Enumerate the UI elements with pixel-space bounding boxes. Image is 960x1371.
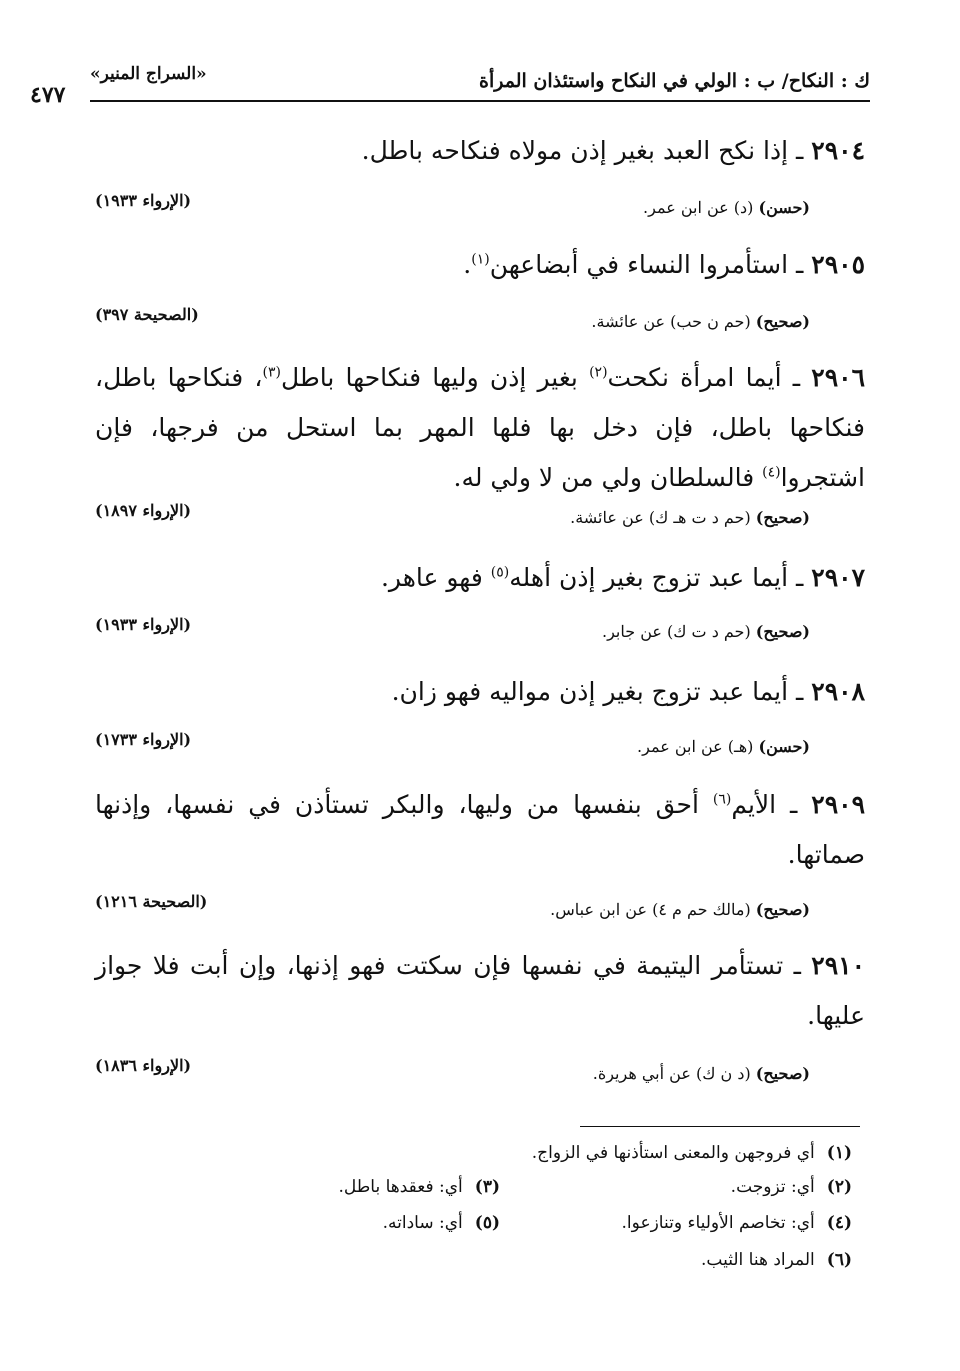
hadith-reference: (الإرواء ١٨٩٧) — [95, 501, 192, 520]
hadith-number: ٢٩٠٤ — [811, 136, 865, 165]
hadith-text: استأمروا النساء في أبضاعهن — [489, 250, 789, 279]
footnote-mark: (٥) — [474, 1213, 500, 1233]
hadith-entry: ٢٩٠٩ ـ الأيم$^{(٦)}$ أحق بنفسها من وليها، والبكر تستأذن في نفسها، وإذنها صماتها. — [95, 790, 866, 869]
footnote-marker: (٥) — [490, 564, 510, 581]
hadith-text: أيما امرأة نكحت — [607, 363, 782, 392]
hadith-entry: ٢٩١٠ ـ تستأمر اليتيمة في نفسها فإن سكتت فهو إذنها، وإن أبت فلا جواز عليها. — [95, 951, 865, 1030]
hadith-source — [602, 622, 810, 641]
hadith-reference: (الإرواء ١٧٣٣) — [95, 730, 192, 749]
page-header — [30, 62, 870, 107]
hadith-text: ، فنكاحها باطل، فنكاحها باطل، فإن دخل بها فلها المهر بما استحل من فرجها، فإن اشتجروا — [95, 363, 865, 492]
hadith-grade: (صحيح) — [755, 508, 810, 527]
hadith-entry: ٢٩٠٨ ـ أيما عبد تزوج بغير إذن مواليه فهو زان. — [391, 677, 865, 706]
hadith-text: فالسلطان ولي من لا ولي له. — [453, 463, 763, 492]
hadith-narrators: (حم د ت ك) عن جابر. — [602, 622, 751, 641]
hadith-entry: ٢٩٠٤ ـ إذا نكح العبد بغير إذن مولاه فنكاحه باطل. — [361, 136, 865, 165]
hadith-number: ٢٩٠٨ — [811, 677, 865, 706]
footnote-marker: (٦) — [712, 791, 732, 808]
hadith-entry: ٢٩٠٧ ـ أيما عبد تزوج بغير إذن أهله$^{(٥)}$ فهو عاهر. — [380, 563, 865, 592]
footnote-text: أي: ساداته. — [382, 1213, 463, 1233]
hadith-narrators: (حم د ت هـ ك) عن عائشة. — [570, 508, 751, 527]
hadith-grade: (صحيح) — [755, 1064, 810, 1083]
page-number: ٤٧٧ — [30, 82, 66, 108]
footnote-6 — [701, 1250, 852, 1270]
hadith-text: أيما عبد تزوج بغير إذن أهله — [509, 563, 789, 592]
footnote-text: أي: فعقدها باطل. — [338, 1177, 463, 1197]
footnote-marker: (٣) — [262, 364, 281, 381]
footnote-mark: (٤) — [826, 1213, 852, 1233]
hadith-number: ٢٩٠٧ — [811, 563, 865, 592]
hadith-grade: (صحيح) — [755, 900, 810, 919]
hadith-entry: ٢٩٠٥ ـ استأمروا النساء في أبضاعهن$^{(١)}$. — [463, 250, 865, 279]
footnote-mark: (٣) — [474, 1177, 500, 1197]
hadith-grade: (حسن) — [758, 198, 810, 217]
hadith-number: ٢٩٠٦ — [811, 363, 866, 392]
hadith-reference: (الصحيحة ٣٩٧) — [95, 305, 199, 324]
hadith-number: ٢٩٠٥ — [811, 250, 865, 279]
hadith-text: أيما عبد تزوج بغير إذن مواليه فهو زان. — [391, 677, 789, 706]
hadith-text: بغير إذن وليها فنكاحها باطل — [280, 363, 590, 392]
footnote-divider — [580, 1126, 860, 1127]
footnote-1 — [532, 1143, 852, 1163]
hadith-source — [593, 1064, 810, 1083]
footnote-2 — [731, 1177, 852, 1197]
hadith-grade: (حسن) — [758, 737, 810, 756]
hadith-source — [637, 737, 810, 756]
footnote-3 — [338, 1177, 500, 1197]
hadith-number: ٢٩١٠ — [811, 951, 865, 980]
footnote-4 — [622, 1213, 852, 1233]
hadith-reference: (الإرواء ١٩٣٣) — [95, 615, 192, 634]
footnote-mark: (٦) — [826, 1250, 852, 1270]
book-title: «السراج المنير» — [90, 64, 207, 84]
hadith-narrators: (مالك حم م ٤) عن ابن عباس. — [550, 900, 751, 919]
footnote-text: أي: تزوجت. — [730, 1177, 815, 1197]
hadith-reference: (الإرواء ١٩٣٣) — [95, 191, 192, 210]
footnote-text: المراد هنا الثيب. — [701, 1250, 815, 1270]
footnote-marker: (٢) — [589, 364, 608, 381]
hadith-number: ٢٩٠٩ — [811, 790, 866, 819]
footnote-text: أي: تخاصم الأولياء وتنازعوا. — [621, 1213, 815, 1233]
hadith-text: تستأمر اليتيمة في نفسها فإن سكتت فهو إذنها، وإن أبت فلا جواز عليها. — [95, 951, 865, 1030]
hadith-text: فهو عاهر. — [380, 563, 491, 592]
hadith-source — [550, 900, 810, 919]
hadith-source — [570, 508, 810, 527]
footnote-marker: (٤) — [762, 464, 781, 481]
hadith-grade: (صحيح) — [755, 312, 810, 331]
hadith-narrators: (د) عن ابن عمر. — [643, 198, 754, 217]
hadith-text: أحق بنفسها من وليها، والبكر تستأذن في نفسها، وإذنها صماتها. — [95, 790, 865, 869]
hadith-grade: (صحيح) — [755, 622, 810, 641]
hadith-entry: ٢٩٠٦ ـ أيما امرأة نكحت$^{(٢)}$ بغير إذن وليها فنكاحها باطل$^{(٣)}$، فنكاحها باطل، فنكاحها باطل، فإن دخل بها فلها المهر بما استحل من فرجها، فإن اشتجروا$^{(٤)}$ فالسلطان ولي من لا ولي له. — [95, 363, 866, 492]
hadith-text: إذا نكح العبد بغير إذن مولاه فنكاحه باطل. — [361, 136, 789, 165]
hadith-text: . — [463, 250, 472, 279]
hadith-text: الأيم — [731, 790, 777, 819]
hadith-reference: (الإرواء ١٨٣٦) — [95, 1056, 192, 1075]
footnote-text: أي فروجهن والمعنى استأذنها في الزواج. — [531, 1143, 815, 1163]
footnote-mark: (٢) — [826, 1177, 852, 1197]
header-divider — [90, 100, 870, 102]
hadith-source — [643, 198, 810, 217]
chapter-title: ك : النكاح/ ب : الولي في النكاح واستئذان المرأة — [479, 70, 870, 92]
hadith-narrators: (حم ن حب) عن عائشة. — [591, 312, 751, 331]
hadith-narrators: (هـ) عن ابن عمر. — [637, 737, 754, 756]
hadith-reference: (الصحيحة ١٢١٦) — [95, 892, 208, 911]
footnote-mark: (١) — [826, 1143, 852, 1163]
hadith-narrators: (د ن ك) عن أبي هريرة. — [592, 1064, 751, 1083]
footnote-5 — [383, 1213, 500, 1233]
footnote-marker: (١) — [471, 251, 490, 268]
hadith-source — [591, 312, 810, 331]
